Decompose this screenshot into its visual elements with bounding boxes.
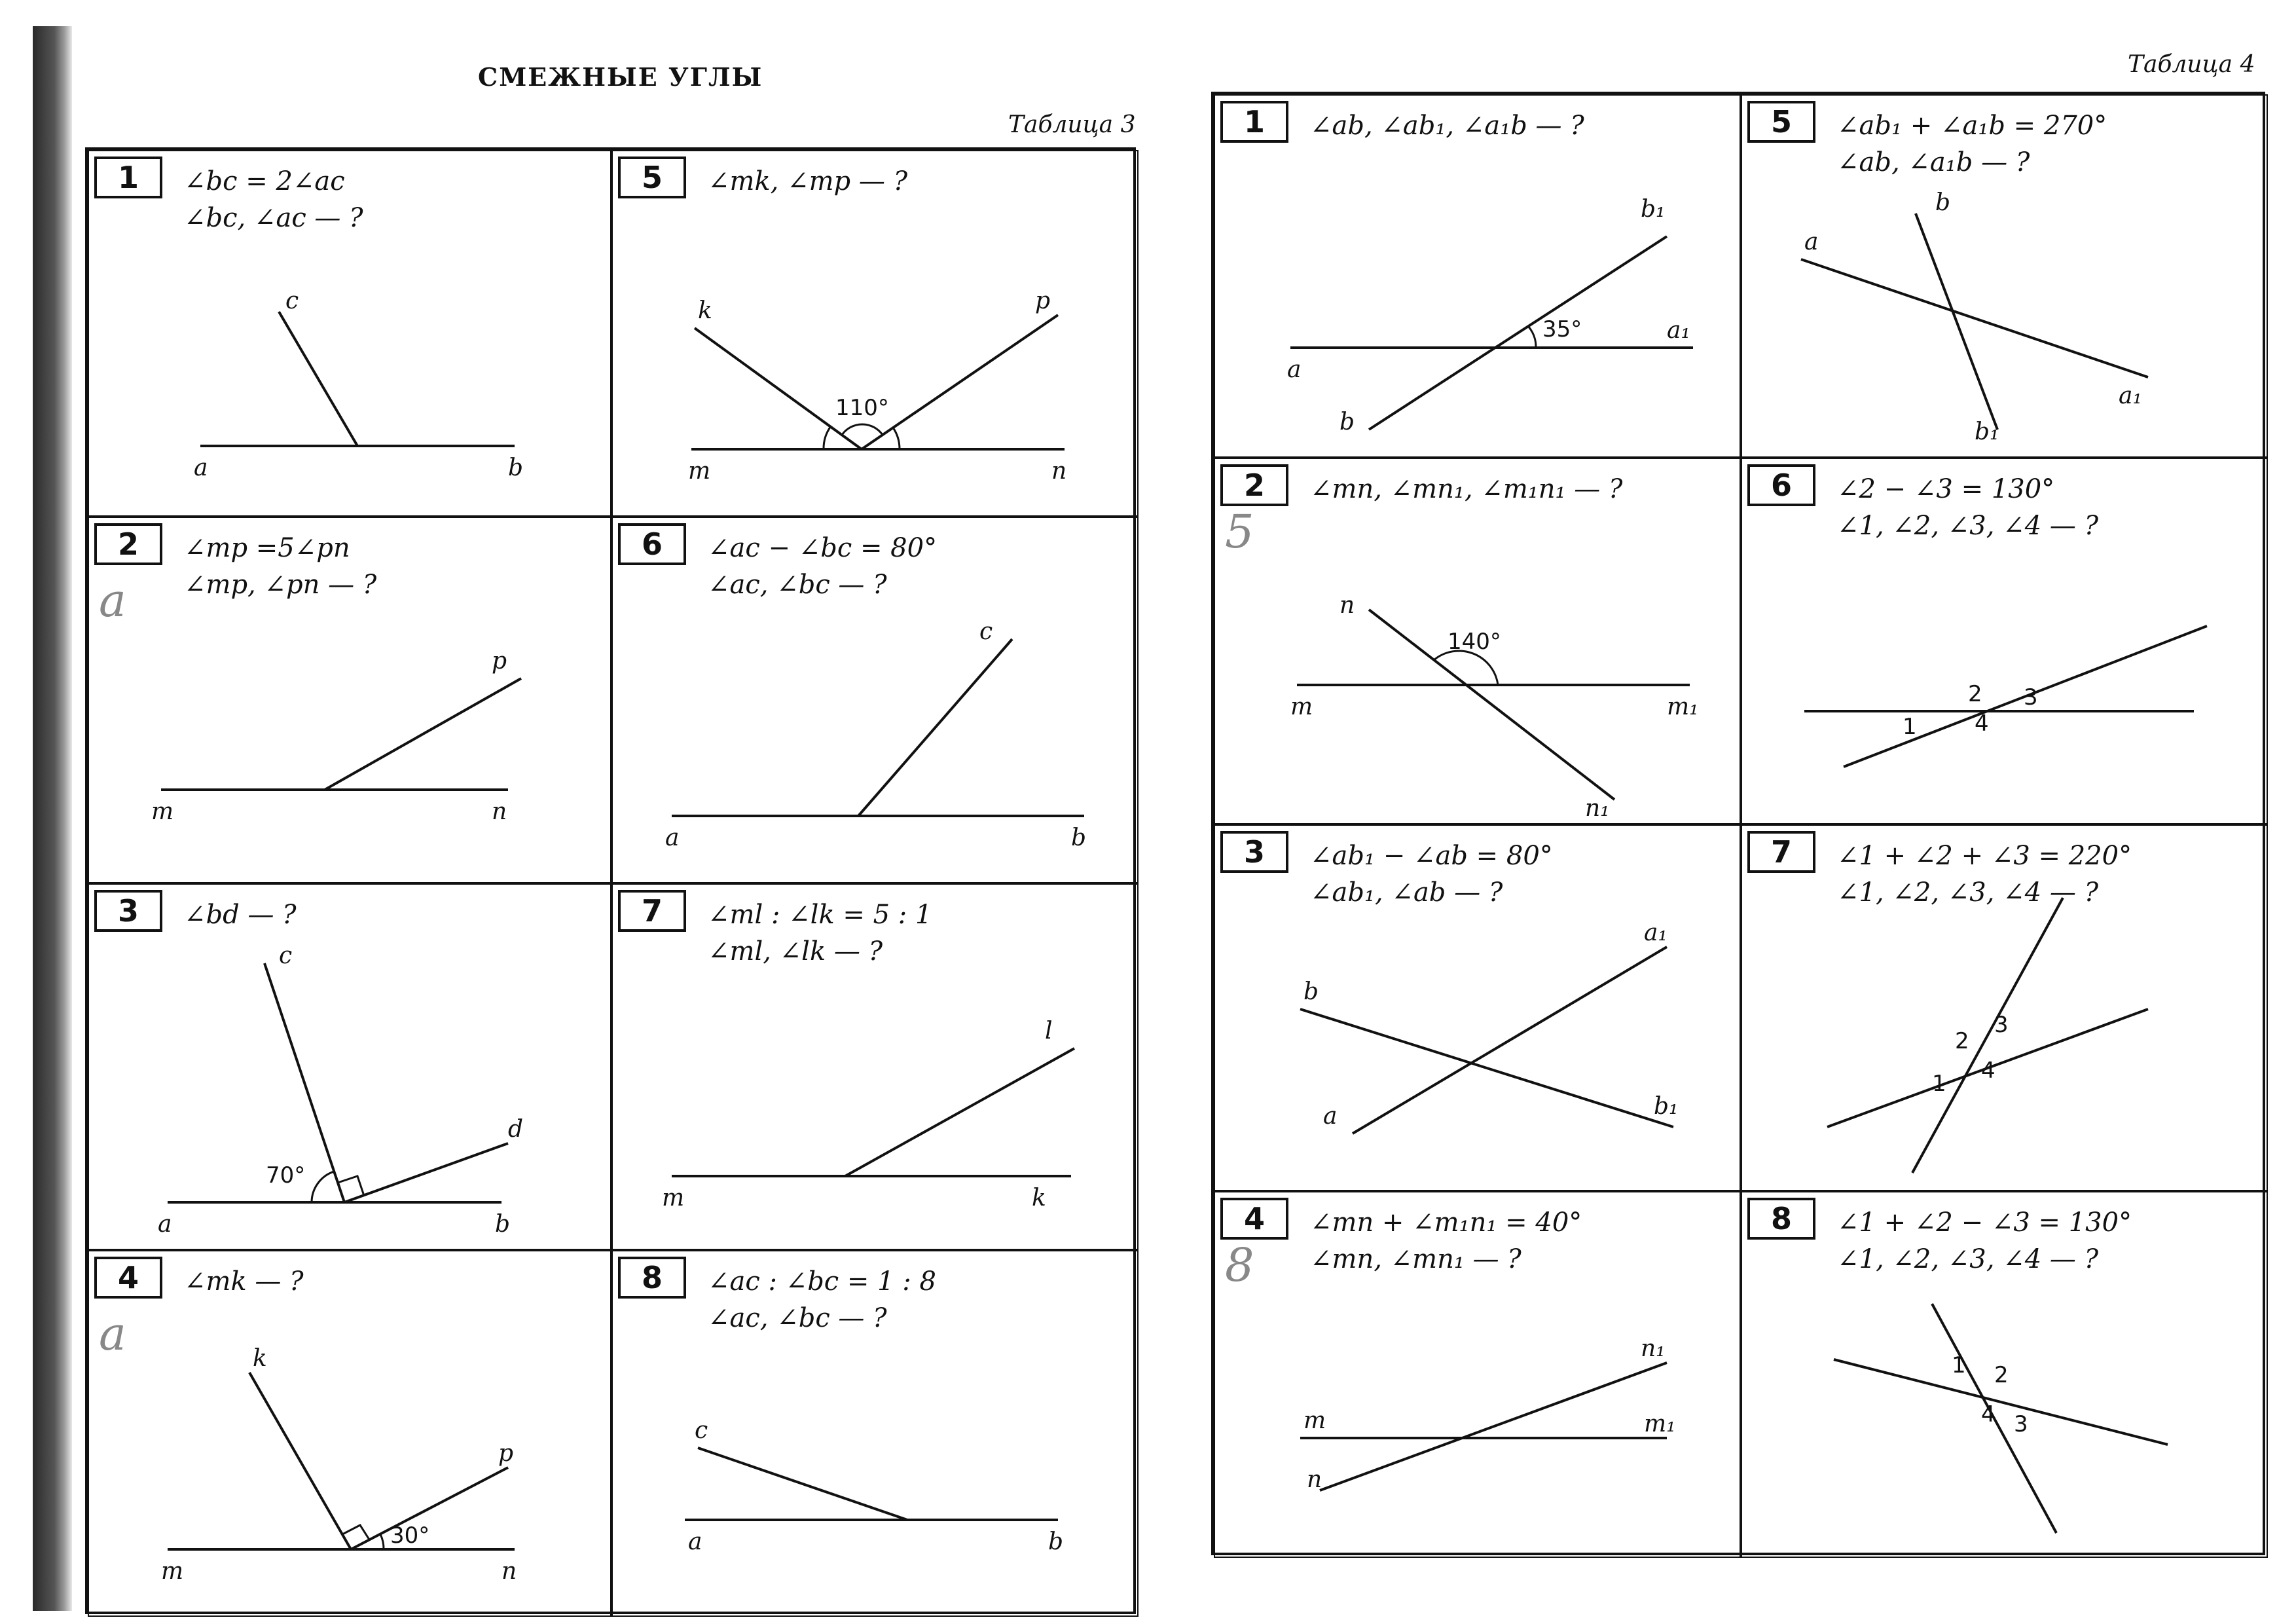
t3-2-label-m: m <box>151 798 174 825</box>
t4-task-8-line-1: ∠1 + ∠2 − ∠3 = 130° <box>1837 1208 2132 1238</box>
t3-task-2 <box>88 517 611 883</box>
t3-5-label-n: n <box>1051 458 1067 485</box>
t4-task-7-figure <box>1742 826 2268 1191</box>
t3-5-arc-mid <box>842 424 883 435</box>
t4-task-7 <box>1741 824 2268 1191</box>
t4-task-5 <box>1741 94 2268 458</box>
t3-task-1-number: 1 <box>94 157 162 198</box>
t3-4-right-angle-mark <box>342 1525 369 1540</box>
t4-3-label-b1: b₁ <box>1654 1093 1679 1120</box>
t3-task-6-line-2: ∠ac, ∠bc — ? <box>708 570 887 600</box>
t3-1-label-b: b <box>508 454 524 481</box>
t3-task-3-number: 3 <box>94 890 162 932</box>
t3-4-ray-k <box>249 1373 351 1549</box>
t3-task-7 <box>611 883 1139 1250</box>
t4-1-label-a1: a₁ <box>1667 317 1690 344</box>
t3-8-label-a: a <box>688 1528 702 1555</box>
t3-task-3-line-1: ∠bd — ? <box>184 900 297 930</box>
t3-4-angle-value: 30° <box>390 1522 430 1549</box>
t3-task-8-number: 8 <box>618 1257 686 1299</box>
t3-7-ray-l <box>845 1048 1074 1176</box>
t3-4-label-n: n <box>501 1558 517 1585</box>
table4-label: Таблица 4 <box>2128 51 2255 78</box>
t4-task-4-handwritten-mark: 8 <box>1225 1238 1254 1292</box>
t3-7-label-k: k <box>1032 1185 1046 1211</box>
t4-task-2 <box>1214 458 1741 824</box>
t4-1-arc-35 <box>1528 326 1536 348</box>
t4-task-3-figure <box>1215 826 1741 1191</box>
t3-2-label-p: p <box>492 648 507 674</box>
t3-task-5 <box>611 150 1139 517</box>
t4-3-label-b: b <box>1303 978 1319 1005</box>
t3-task-4-handwritten-mark: a <box>99 1307 126 1361</box>
t4-8-label-2: 2 <box>1994 1362 2009 1388</box>
t3-2-label-n: n <box>492 798 507 825</box>
t3-task-8-figure <box>613 1251 1139 1617</box>
table3-grid <box>85 147 1136 1614</box>
t3-6-label-b: b <box>1071 824 1087 851</box>
t4-task-8 <box>1741 1191 2268 1558</box>
t3-task-4-line-1: ∠mk — ? <box>184 1266 304 1297</box>
t3-task-2-figure <box>89 518 611 883</box>
t4-task-8-line-2: ∠1, ∠2, ∠3, ∠4 — ? <box>1837 1244 2099 1274</box>
t3-8-label-c: c <box>695 1417 708 1444</box>
t4-2-angle-value: 140° <box>1448 629 1501 655</box>
t3-5-angle-value: 110° <box>835 395 889 421</box>
t4-2-label-m1: m₁ <box>1667 693 1699 720</box>
t3-task-6 <box>611 517 1139 883</box>
t4-task-4-number: 4 <box>1220 1198 1288 1240</box>
page-binding-shadow <box>33 26 72 1611</box>
t3-task-2-line-2: ∠mp, ∠pn — ? <box>184 570 377 600</box>
t4-task-1-line-1: ∠ab, ∠ab₁, ∠a₁b — ? <box>1310 111 1584 141</box>
t4-task-3-line-2: ∠ab₁, ∠ab — ? <box>1310 877 1503 908</box>
t3-task-4 <box>88 1250 611 1617</box>
t3-task-5-figure <box>613 151 1139 517</box>
t3-5-label-p: p <box>1035 287 1051 314</box>
t4-5-label-a1: a₁ <box>2119 382 2142 409</box>
t4-task-3-line-1: ∠ab₁ − ∠ab = 80° <box>1310 841 1553 871</box>
t3-3-ray-d <box>344 1143 508 1202</box>
t3-3-arc-70 <box>312 1172 334 1202</box>
t4-6-label-4: 4 <box>1975 710 1989 737</box>
t3-4-label-p: p <box>498 1440 514 1467</box>
t3-task-5-line-1: ∠mk, ∠mp — ? <box>708 166 908 196</box>
table3-label: Таблица 3 <box>1008 111 1136 138</box>
t3-4-arc-30 <box>380 1534 384 1549</box>
t4-7-label-1: 1 <box>1932 1071 1946 1097</box>
t4-4-label-m1: m₁ <box>1644 1411 1676 1437</box>
t3-7-label-m: m <box>662 1185 685 1211</box>
t4-4-line-nn1 <box>1320 1363 1667 1490</box>
t4-task-6-figure <box>1742 459 2268 824</box>
t4-task-7-line-1: ∠1 + ∠2 + ∠3 = 220° <box>1837 841 2132 871</box>
t3-task-3-figure <box>89 885 611 1250</box>
t4-2-label-m: m <box>1290 693 1313 720</box>
t3-task-6-number: 6 <box>618 523 686 565</box>
t3-task-2-handwritten-mark: a <box>99 574 126 627</box>
t3-task-6-figure <box>613 518 1139 883</box>
t3-8-label-b: b <box>1048 1528 1064 1555</box>
t3-1-label-c: c <box>285 287 299 314</box>
t4-task-3-number: 3 <box>1220 831 1288 873</box>
t4-task-5-number: 5 <box>1747 101 1815 143</box>
t4-8-label-4: 4 <box>1981 1401 1995 1428</box>
t4-6-label-1: 1 <box>1903 714 1917 740</box>
t4-8-label-1: 1 <box>1952 1352 1966 1378</box>
t4-task-7-number: 7 <box>1747 831 1815 873</box>
t4-1-label-b: b <box>1339 409 1355 435</box>
t4-task-4-line-2: ∠mn, ∠mn₁ — ? <box>1310 1244 1522 1274</box>
t4-task-6-line-2: ∠1, ∠2, ∠3, ∠4 — ? <box>1837 511 2099 541</box>
t3-1-label-a: a <box>194 454 208 481</box>
t3-5-arc-left <box>824 426 831 449</box>
t4-3-line-bb1 <box>1300 1009 1673 1127</box>
t3-task-1-line-2: ∠bc, ∠ac — ? <box>184 203 363 233</box>
t4-task-2-line-1: ∠mn, ∠mn₁, ∠m₁n₁ — ? <box>1310 474 1623 504</box>
t4-task-1 <box>1214 94 1741 458</box>
t4-4-label-n1: n₁ <box>1641 1335 1666 1362</box>
t4-task-6-line-1: ∠2 − ∠3 = 130° <box>1837 474 2055 504</box>
t3-task-3 <box>88 883 611 1250</box>
t3-5-label-m: m <box>688 458 711 485</box>
t4-2-label-n1: n₁ <box>1585 795 1610 822</box>
t4-7-label-4: 4 <box>1981 1058 1995 1084</box>
t4-1-line-bb1 <box>1369 236 1667 430</box>
t3-task-7-figure <box>613 885 1139 1250</box>
table4-grid <box>1211 92 2265 1555</box>
t3-5-arc-right <box>893 428 900 449</box>
t4-task-1-figure <box>1215 96 1741 458</box>
t3-task-6-line-1: ∠ac − ∠bc = 80° <box>708 533 938 563</box>
t4-2-label-n: n <box>1339 592 1355 619</box>
t3-4-label-k: k <box>253 1345 267 1372</box>
t3-7-label-l: l <box>1045 1018 1053 1044</box>
t3-task-4-figure <box>89 1251 611 1617</box>
t4-7-line-steep <box>1912 898 2063 1173</box>
t3-6-label-a: a <box>665 824 680 851</box>
t4-5-line-aa1 <box>1801 259 2148 377</box>
t4-3-label-a1: a₁ <box>1644 919 1667 946</box>
t3-task-2-number: 2 <box>94 523 162 565</box>
t4-5-label-b: b <box>1935 189 1951 216</box>
t3-task-1 <box>88 150 611 517</box>
t4-1-angle-value: 35° <box>1542 316 1582 342</box>
t4-task-5-line-1: ∠ab₁ + ∠a₁b = 270° <box>1837 111 2107 141</box>
t3-3-label-d: d <box>508 1116 524 1143</box>
t3-task-1-figure <box>89 151 611 517</box>
t4-3-label-a: a <box>1323 1103 1338 1130</box>
t3-task-7-line-2: ∠ml, ∠lk — ? <box>708 936 883 967</box>
t4-task-2-figure <box>1215 459 1741 824</box>
t4-task-6-number: 6 <box>1747 464 1815 506</box>
t4-task-5-line-2: ∠ab, ∠a₁b — ? <box>1837 147 2030 177</box>
t4-1-label-b1: b₁ <box>1641 196 1666 223</box>
t4-task-6 <box>1741 458 2268 824</box>
t4-task-8-number: 8 <box>1747 1198 1815 1240</box>
t3-2-ray-p <box>325 678 521 790</box>
t4-task-1-number: 1 <box>1220 101 1288 143</box>
t3-6-label-c: c <box>979 618 993 645</box>
t4-task-5-figure <box>1742 96 2268 458</box>
t3-4-label-m: m <box>161 1558 184 1585</box>
t4-8-label-3: 3 <box>2014 1411 2028 1437</box>
t4-task-2-number: 2 <box>1220 464 1288 506</box>
t3-6-ray-c <box>858 639 1012 816</box>
t3-3-label-a: a <box>158 1211 172 1238</box>
t3-8-ray-c <box>698 1448 907 1520</box>
t3-task-7-number: 7 <box>618 890 686 932</box>
t3-task-8-line-2: ∠ac, ∠bc — ? <box>708 1303 887 1333</box>
t4-task-8-figure <box>1742 1192 2268 1558</box>
t4-task-4-line-1: ∠mn + ∠m₁n₁ = 40° <box>1310 1208 1582 1238</box>
t4-5-label-b1: b₁ <box>1975 418 1999 445</box>
t3-3-label-c: c <box>279 942 293 969</box>
t4-6-label-2: 2 <box>1968 681 1982 707</box>
page-title: СМЕЖНЫЕ УГЛЫ <box>478 62 763 92</box>
t3-task-1-line-1: ∠bc = 2∠ac <box>184 166 345 196</box>
t3-1-ray-c <box>279 312 357 446</box>
t3-3-label-b: b <box>495 1211 511 1238</box>
t3-3-angle-value: 70° <box>266 1162 306 1189</box>
t4-4-label-n: n <box>1307 1466 1322 1493</box>
t3-5-label-k: k <box>698 297 712 324</box>
t3-task-8-line-1: ∠ac : ∠bc = 1 : 8 <box>708 1266 936 1297</box>
t4-task-7-line-2: ∠1, ∠2, ∠3, ∠4 — ? <box>1837 877 2099 908</box>
t4-5-label-a: a <box>1804 229 1819 255</box>
t4-1-label-a: a <box>1287 356 1302 383</box>
t3-task-5-number: 5 <box>618 157 686 198</box>
t3-task-2-line-1: ∠mp =5∠pn <box>184 533 350 563</box>
t4-task-3 <box>1214 824 1741 1191</box>
t4-7-label-3: 3 <box>1994 1012 2009 1038</box>
t3-task-8 <box>611 1250 1139 1617</box>
t4-6-label-3: 3 <box>2024 684 2038 710</box>
t4-7-label-2: 2 <box>1955 1028 1969 1054</box>
t3-task-4-number: 4 <box>94 1257 162 1299</box>
t4-task-4-figure <box>1215 1192 1741 1558</box>
t4-4-label-m: m <box>1303 1407 1326 1434</box>
t3-5-ray-p <box>862 315 1058 449</box>
t3-5-ray-k <box>695 328 862 449</box>
t4-task-4 <box>1214 1191 1741 1558</box>
t3-task-7-line-1: ∠ml : ∠lk = 5 : 1 <box>708 900 932 930</box>
t4-task-2-handwritten-mark: 5 <box>1225 505 1254 559</box>
